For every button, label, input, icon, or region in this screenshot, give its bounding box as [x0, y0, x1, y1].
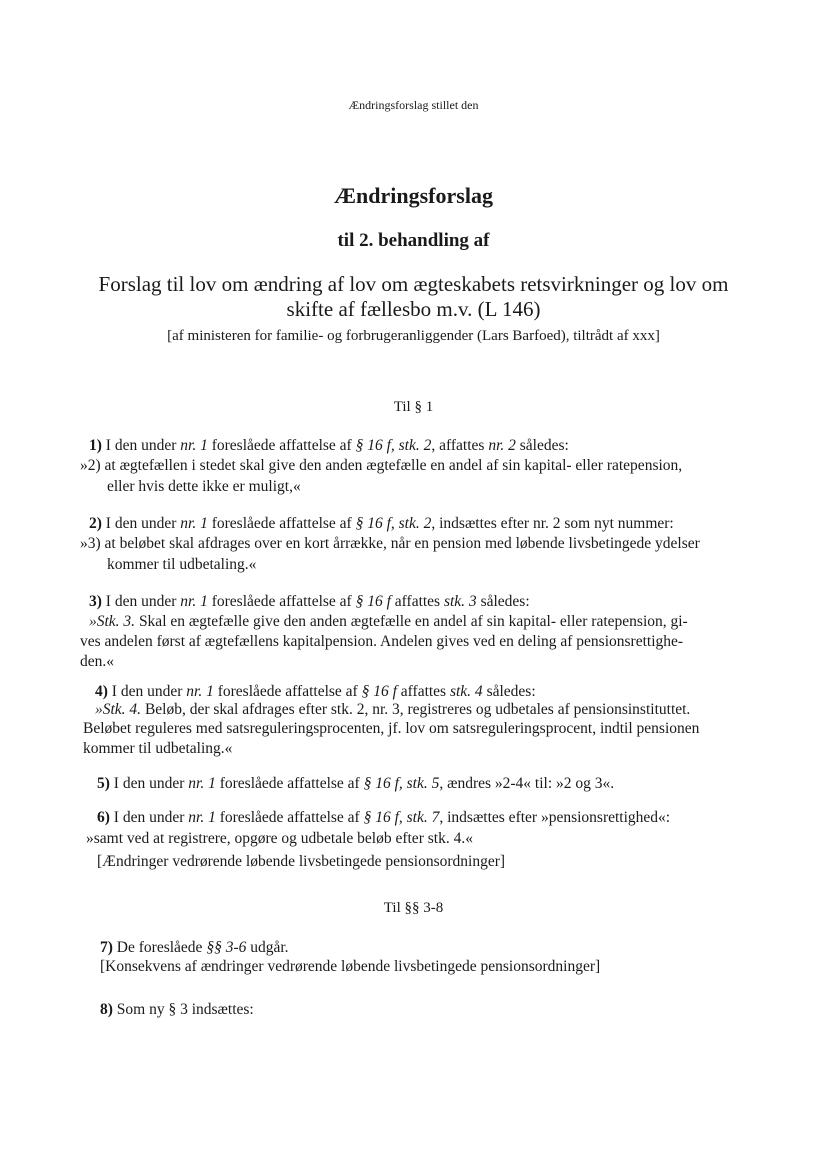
amendment-7-line-1: 7) De foreslåede §§ 3-6 udgår.	[100, 939, 289, 956]
amendment-1-line-3: eller hvis dette ikke er muligt,«	[107, 478, 301, 495]
amendment-7	[100, 938, 289, 958]
amendment-3-line-2: »Stk. 3. Skal en ægtefælle give den anden ægtefælle en andel af sin kapital- eller ratepension, gi-	[89, 613, 688, 630]
amendment-1-line-2: »2) at ægtefællen i stedet skal give den anden ægtefælle en andel af sin kapital- eller ratepension,	[80, 457, 683, 474]
section-heading-2: Til §§ 3-8	[383, 900, 444, 916]
amendment-5-line-1: 5) I den under nr. 1 foreslåede affattelse af § 16 f, stk. 5, ændres »2-4« til: »2 og 3«.	[97, 775, 615, 792]
section-heading-1: Til § 1	[393, 399, 434, 415]
bill-title-line-2: skifte af fællesbo m.v. (L 146)	[286, 297, 541, 321]
amendment-7-line-2: [Konsekvens af ændringer vedrørende løbende livsbetingede pensionsordninger]	[100, 958, 601, 975]
amendment-6-line-3: [Ændringer vedrørende løbende livsbetingede pensionsordninger]	[97, 853, 506, 870]
document-heading: Ændringsforslag	[334, 183, 493, 208]
amendment-6	[97, 808, 670, 828]
amendment-2-line-3: kommer til udbetaling.«	[107, 556, 257, 573]
amendment-4-line-3: Beløbet reguleres med satsreguleringsprocenten, jf. lov om satsreguleringsprocent, indtil pensionen	[83, 720, 700, 737]
document-subheading: til 2. behandling af	[337, 230, 490, 251]
amendment-2	[89, 514, 674, 534]
amendment-4-line-2: »Stk. 4. Beløb, der skal afdrages efter stk. 2, nr. 3, registreres og udbetales af pensionsinstituttet.	[95, 701, 691, 718]
amendment-5	[97, 774, 614, 794]
amendment-2-line-2: »3) at beløbet skal afdrages over en kort årrække, når en pension med løbende livsbetingede ydelser	[80, 535, 700, 552]
amendment-3-line-1: 3) I den under nr. 1 foreslåede affattelse af § 16 f affattes stk. 3 således:	[89, 593, 530, 610]
header-note: Ændringsforslag stillet den	[348, 98, 479, 112]
amendment-1-line-1: 1) I den under nr. 1 foreslåede affattelse af § 16 f, stk. 2, affattes nr. 2 således:	[89, 437, 569, 454]
amendment-3-line-3: ves andelen først af ægtefællens kapitalpension. Andelen gives ved en deling af pensionsrettighe-	[80, 633, 684, 650]
amendment-4	[95, 682, 536, 702]
amendment-8-line-1: 8) Som ny § 3 indsættes:	[100, 1001, 254, 1018]
byline: [af ministeren for familie- og forbrugeranliggender (Lars Barfoed), tiltrådt af xxx]	[167, 328, 660, 344]
amendment-3	[89, 592, 530, 612]
amendment-2-line-1: 2) I den under nr. 1 foreslåede affattelse af § 16 f, stk. 2, indsættes efter nr. 2 som nyt nummer:	[89, 515, 674, 532]
amendment-1	[89, 436, 569, 456]
amendment-4-line-4: kommer til udbetaling.«	[83, 740, 233, 757]
amendment-3-line-4: den.«	[80, 653, 115, 670]
amendment-6-line-1: 6) I den under nr. 1 foreslåede affattelse af § 16 f, stk. 7, indsættes efter »pensionsrettighed«:	[97, 809, 671, 826]
amendment-4-line-1: 4) I den under nr. 1 foreslåede affattelse af § 16 f affattes stk. 4 således:	[95, 683, 536, 700]
bill-title-line-1: Forslag til lov om ændring af lov om ægteskabets retsvirkninger og lov om	[98, 272, 729, 296]
amendment-8	[100, 1000, 254, 1020]
amendment-6-line-2: »samt ved at registrere, opgøre og udbetale beløb efter stk. 4.«	[86, 830, 473, 847]
